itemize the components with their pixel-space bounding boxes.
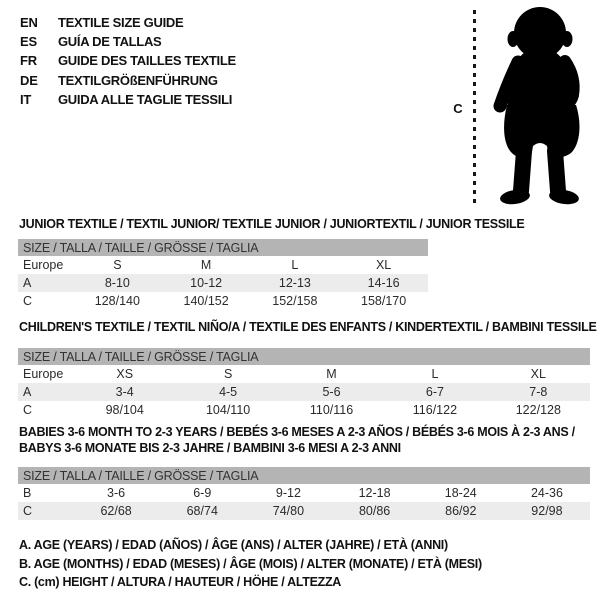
size-cell: 128/140 (94, 294, 140, 308)
row-label: B (23, 486, 32, 500)
table-header-bar: SIZE / TALLA / TAILLE / GRÖSSE / TAGLIA (18, 467, 590, 484)
language-row (20, 71, 236, 90)
baby-silhouette-icon (487, 5, 597, 207)
language-row (20, 32, 236, 51)
language-code: ES (20, 34, 37, 50)
table-row (18, 292, 428, 310)
height-dashed-line (473, 10, 476, 207)
size-cell: 80/86 (358, 504, 391, 518)
size-cell: 10-12 (190, 276, 223, 290)
size-cell: 12-18 (358, 486, 391, 500)
size-cell: L (291, 258, 299, 272)
height-marker-label: C (453, 101, 463, 116)
size-cell: XS (116, 367, 134, 381)
row-label: Europe (23, 367, 64, 381)
size-cell: 86/92 (445, 504, 477, 518)
language-code: IT (20, 91, 32, 107)
row-label: C (23, 294, 33, 308)
table-row (18, 502, 590, 520)
footnote-age-months: B. AGE (MONTHS) / EDAD (MESES) / ÂGE (MOIS) / ALTER (MONATE) / ETÀ (MESI) (19, 556, 482, 571)
size-cell: M (326, 367, 337, 381)
size-cell: 140/152 (183, 294, 229, 308)
language-row (20, 90, 236, 109)
size-cell: 6-7 (425, 385, 444, 399)
size-cell: 92/98 (531, 504, 563, 518)
size-cell: S (113, 258, 122, 272)
size-cell: 74/80 (272, 504, 305, 518)
junior-size-table (18, 239, 428, 310)
size-cell: 104/110 (205, 403, 251, 417)
language-code: EN (20, 15, 38, 31)
size-cell: XL (530, 367, 546, 381)
size-cell: 158/170 (361, 294, 407, 308)
size-cell: S (223, 367, 233, 381)
table-row (18, 484, 590, 502)
babies-size-table (18, 467, 590, 520)
babies-table-title: BABIES 3-6 MONTH TO 2-3 YEARS / BEBÉS 3-6 MESES A 2-3 AÑOS / BÉBÉS 3-6 MOIS À 2-3 ANS / BABYS 3-6 MONATE BIS 2-3 JAHRE / BAMBINI 3-6 MESI A 2-3 ANNI (19, 425, 575, 455)
table-row (18, 383, 590, 401)
table-row (18, 274, 428, 292)
size-cell: M (200, 258, 212, 272)
size-cell: 6-9 (193, 486, 212, 500)
table-header-bar: SIZE / TALLA / TAILLE / GRÖSSE / TAGLIA (18, 239, 428, 256)
children-size-table (18, 348, 590, 419)
size-cell: 62/68 (100, 504, 132, 518)
language-row (20, 13, 236, 32)
row-label: A (23, 276, 32, 290)
row-label: A (23, 385, 32, 399)
size-cell: XL (375, 258, 392, 272)
footnotes (19, 536, 482, 592)
language-code: FR (20, 53, 37, 69)
table-row (18, 365, 590, 383)
footnote-age-years: A. AGE (YEARS) / EDAD (AÑOS) / ÂGE (ANS) / ALTER (JAHRE) / ETÀ (ANNI) (19, 538, 448, 552)
language-label: GUÍA DE TALLAS (58, 34, 162, 50)
size-cell: 7-8 (529, 385, 548, 399)
size-cell: 4-5 (219, 385, 238, 399)
language-label: GUIDA ALLE TAGLIE TESSILI (58, 91, 233, 107)
size-cell: 8-10 (104, 276, 130, 290)
size-cell: L (431, 367, 439, 381)
row-label: C (23, 403, 33, 417)
language-label: GUIDE DES TAILLES TEXTILE (58, 53, 236, 69)
language-label: TEXTILGRÖßENFÜHRUNG (58, 72, 218, 88)
size-cell: 12-13 (278, 276, 311, 290)
language-header (20, 13, 236, 109)
size-cell: 18-24 (444, 486, 477, 500)
size-cell: 3-6 (107, 486, 126, 500)
size-cell: 110/116 (309, 403, 354, 417)
height-figure (440, 0, 600, 215)
children-table-title: CHILDREN'S TEXTILE / TEXTIL NIÑO/A / TEXTILE DES ENFANTS / KINDERTEXTIL / BAMBINI TESSILE (19, 320, 597, 334)
size-cell: 9-12 (275, 486, 301, 500)
language-row (20, 51, 236, 70)
size-cell: 122/128 (515, 403, 561, 417)
size-cell: 24-36 (530, 486, 563, 500)
table-header-bar: SIZE / TALLA / TAILLE / GRÖSSE / TAGLIA (18, 348, 590, 365)
size-cell: 3-4 (115, 385, 134, 399)
table-row (18, 256, 428, 274)
language-code: DE (20, 72, 38, 88)
size-cell: 98/104 (105, 403, 144, 417)
table-row (18, 401, 590, 419)
size-cell: 68/74 (186, 504, 218, 518)
size-cell: 152/158 (272, 294, 318, 308)
row-label: C (23, 504, 33, 518)
size-cell: 116/122 (412, 403, 458, 417)
junior-table-title: JUNIOR TEXTILE / TEXTIL JUNIOR/ TEXTILE JUNIOR / JUNIORTEXTIL / JUNIOR TESSILE (19, 217, 525, 231)
size-cell: 14-16 (367, 276, 400, 290)
row-label: Europe (23, 258, 64, 272)
footnote-height: C. (cm) HEIGHT / ALTURA / HAUTEUR / HÖHE / ALTEZZA (19, 575, 342, 589)
size-cell: 5-6 (322, 385, 341, 399)
language-label: TEXTILE SIZE GUIDE (58, 15, 184, 31)
